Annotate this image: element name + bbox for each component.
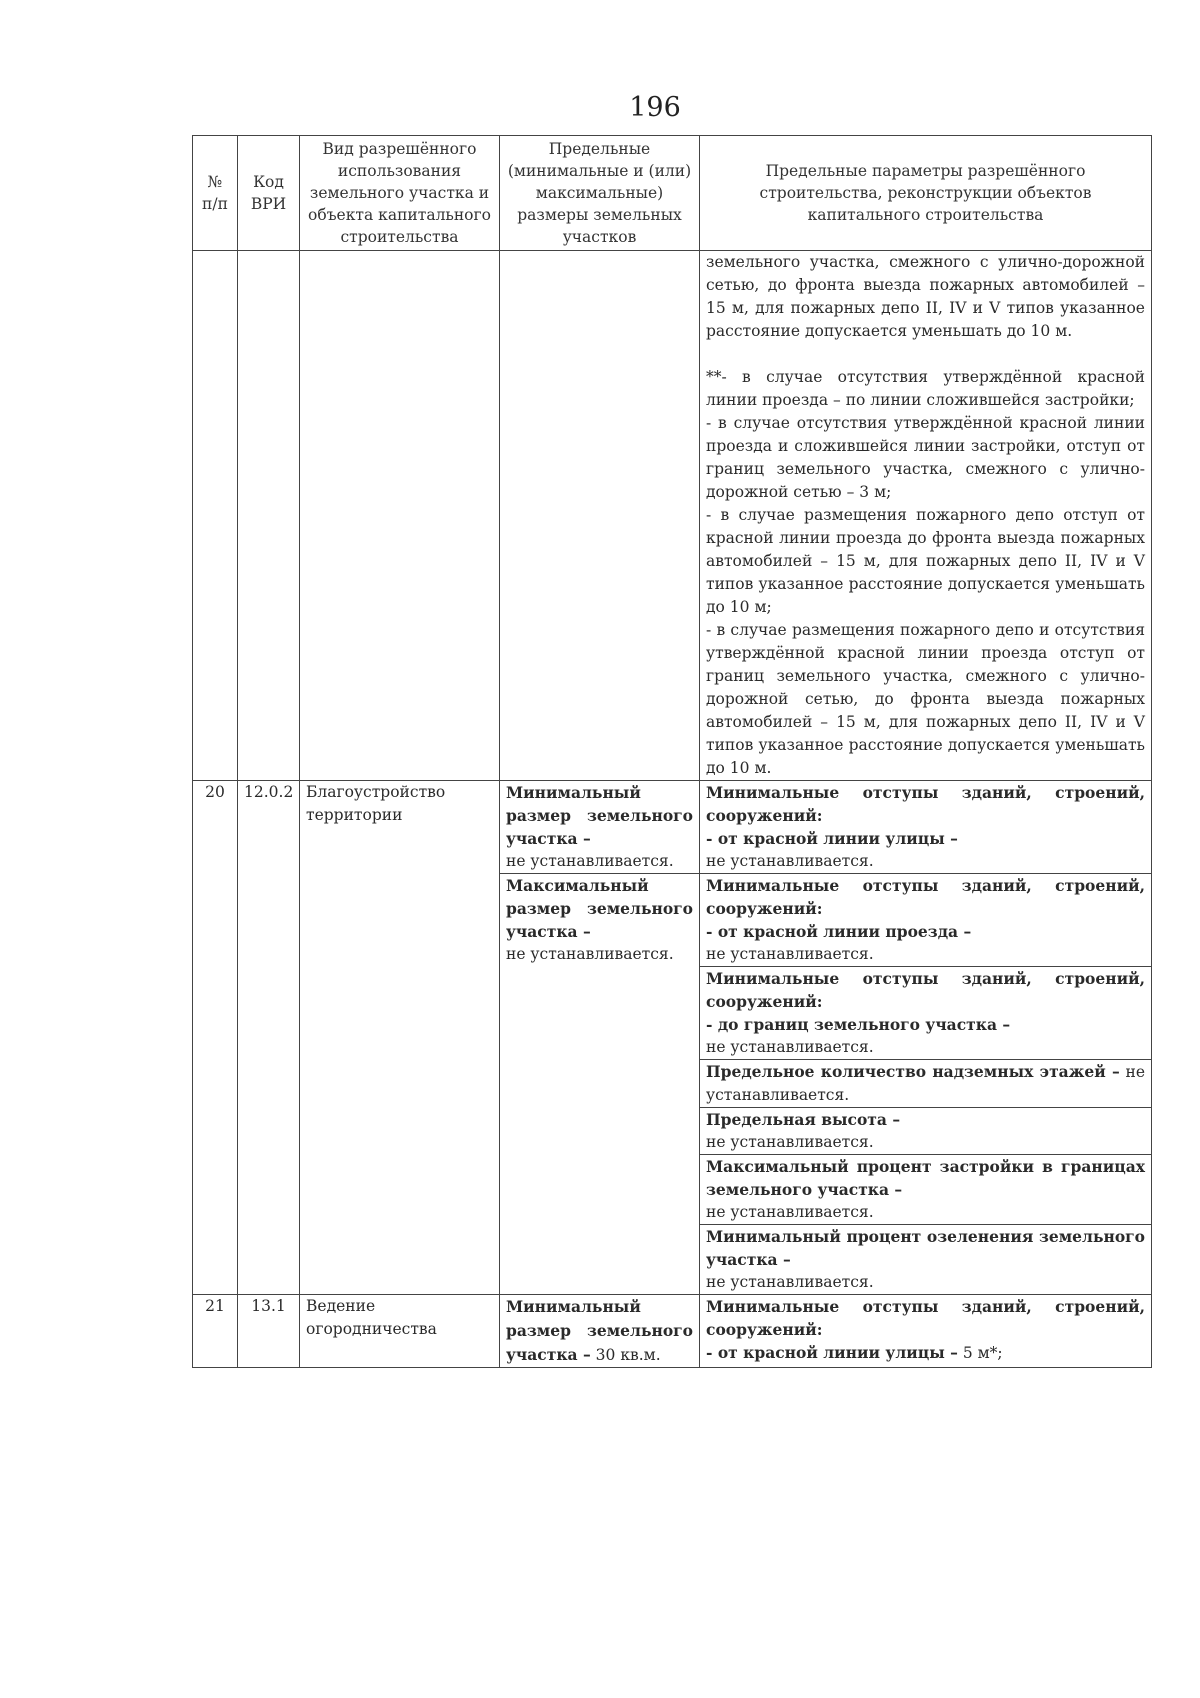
param-item: - от красной линии проезда – bbox=[706, 922, 972, 941]
header-plot-sizes: Предельные (минимальные и (или) максимальные) размеры земельных участков bbox=[500, 136, 700, 251]
cell-use-kind bbox=[300, 251, 500, 781]
regulations-table bbox=[192, 135, 1152, 1368]
param-value: не устанавливается. bbox=[706, 852, 874, 870]
param-value: не устанавливается. bbox=[706, 1203, 874, 1221]
header-use-kind: Вид разрешённого использования земельного участка и объекта капитального строительства bbox=[300, 136, 500, 251]
continuation-paragraph-1: земельного участка, смежного с улично-дорожной сетью, до фронта выезда пожарных автомобилей – 15 м, для пожарных депо II, IV и V типов указанное расстояние допускается уменьшать до 10 м. bbox=[706, 253, 1145, 340]
header-number: № п/п bbox=[193, 136, 238, 251]
table-row bbox=[193, 1295, 1152, 1368]
cell-parameters bbox=[700, 251, 1152, 781]
param-item: - от красной линии улицы – bbox=[706, 829, 958, 848]
param-label: Минимальный процент озеленения земельного участка – bbox=[706, 1227, 1145, 1269]
cell-plot-sizes bbox=[500, 251, 700, 781]
max-plot-size-cell bbox=[500, 874, 700, 1295]
table-row-continuation bbox=[193, 251, 1152, 781]
param-value: не устанавливается. bbox=[706, 1038, 874, 1056]
row-code: 12.0.2 bbox=[238, 781, 300, 1295]
param-value: не устанавливается. bbox=[706, 945, 874, 963]
param-cell bbox=[700, 1108, 1152, 1155]
row-use-kind: Благоустройство территории bbox=[300, 781, 500, 1295]
min-plot-size-cell bbox=[500, 1295, 700, 1368]
param-label: Предельная высота – bbox=[706, 1110, 901, 1129]
param-value: не устанавливается. bbox=[706, 1133, 874, 1151]
param-cell bbox=[700, 1155, 1152, 1225]
param-value: не устанавливается. bbox=[706, 1063, 1145, 1104]
param-cell bbox=[700, 1295, 1152, 1368]
header-code: Код ВРИ bbox=[238, 136, 300, 251]
param-label: Максимальный процент застройки в границах земельного участка – bbox=[706, 1157, 1145, 1199]
max-plot-size-value: не устанавливается. bbox=[506, 945, 674, 963]
param-label: Минимальные отступы зданий, строений, сооружений: bbox=[706, 969, 1145, 1011]
param-cell bbox=[700, 1060, 1152, 1108]
cell-code bbox=[238, 251, 300, 781]
continuation-paragraph-3: - в случае отсутствия утверждённой красной линии проезда и сложившейся линии застройки, отступ от границ земельного участка, смежного с улично-дорожной сетью – 3 м; bbox=[706, 414, 1145, 501]
min-plot-size-cell bbox=[500, 781, 700, 874]
table-row bbox=[193, 781, 1152, 874]
param-cell bbox=[700, 874, 1152, 967]
param-label: Минимальные отступы зданий, строений, сооружений: bbox=[706, 876, 1145, 918]
min-plot-size-value: не устанавливается. bbox=[506, 852, 674, 870]
continuation-paragraph-5: - в случае размещения пожарного депо и отсутствия утверждённой красной линии проезда отступ от границ земельного участка, смежного с улично-дорожной сетью, до фронта выезда пожарных автомобилей – 15 м, для пожарных депо II, IV и V типов указанное расстояние допускается уменьшать до 10 м. bbox=[706, 621, 1145, 777]
min-plot-size-label: Минимальный размер земельного участка – bbox=[506, 783, 693, 848]
row-use-kind: Ведение огородничества bbox=[300, 1295, 500, 1368]
continuation-paragraph-4: - в случае размещения пожарного депо отступ от красной линии проезда до фронта выезда пожарных автомобилей – 15 м, для пожарных депо II, IV и V типов указанное расстояние допускается уменьшать до 10 м; bbox=[706, 506, 1145, 616]
param-item: - от красной линии улицы – bbox=[706, 1343, 958, 1362]
param-cell bbox=[700, 967, 1152, 1060]
param-cell bbox=[700, 781, 1152, 874]
page-number: 196 bbox=[629, 92, 681, 123]
table-header-row bbox=[193, 136, 1152, 251]
param-value: 5 м*; bbox=[957, 1344, 1003, 1362]
param-label: Предельное количество надземных этажей – bbox=[706, 1062, 1120, 1081]
param-item: - до границ земельного участка – bbox=[706, 1015, 1011, 1034]
row-number: 21 bbox=[193, 1295, 238, 1368]
header-parameters: Предельные параметры разрешённого строительства, реконструкции объектов капитального строительства bbox=[700, 136, 1152, 251]
param-value: не устанавливается. bbox=[706, 1273, 874, 1291]
row-code: 13.1 bbox=[238, 1295, 300, 1368]
max-plot-size-label: Максимальный размер земельного участка – bbox=[506, 876, 693, 941]
min-plot-size-value: 30 кв.м. bbox=[590, 1346, 661, 1364]
param-label: Минимальные отступы зданий, строений, сооружений: bbox=[706, 1297, 1145, 1339]
cell-number bbox=[193, 251, 238, 781]
row-number: 20 bbox=[193, 781, 238, 1295]
min-plot-size-label: Минимальный размер земельного участка – bbox=[506, 1297, 693, 1364]
param-label: Минимальные отступы зданий, строений, сооружений: bbox=[706, 783, 1145, 825]
param-cell bbox=[700, 1225, 1152, 1295]
continuation-paragraph-2: **- в случае отсутствия утверждённой красной линии проезда – по линии сложившейся застройки; bbox=[706, 368, 1145, 409]
